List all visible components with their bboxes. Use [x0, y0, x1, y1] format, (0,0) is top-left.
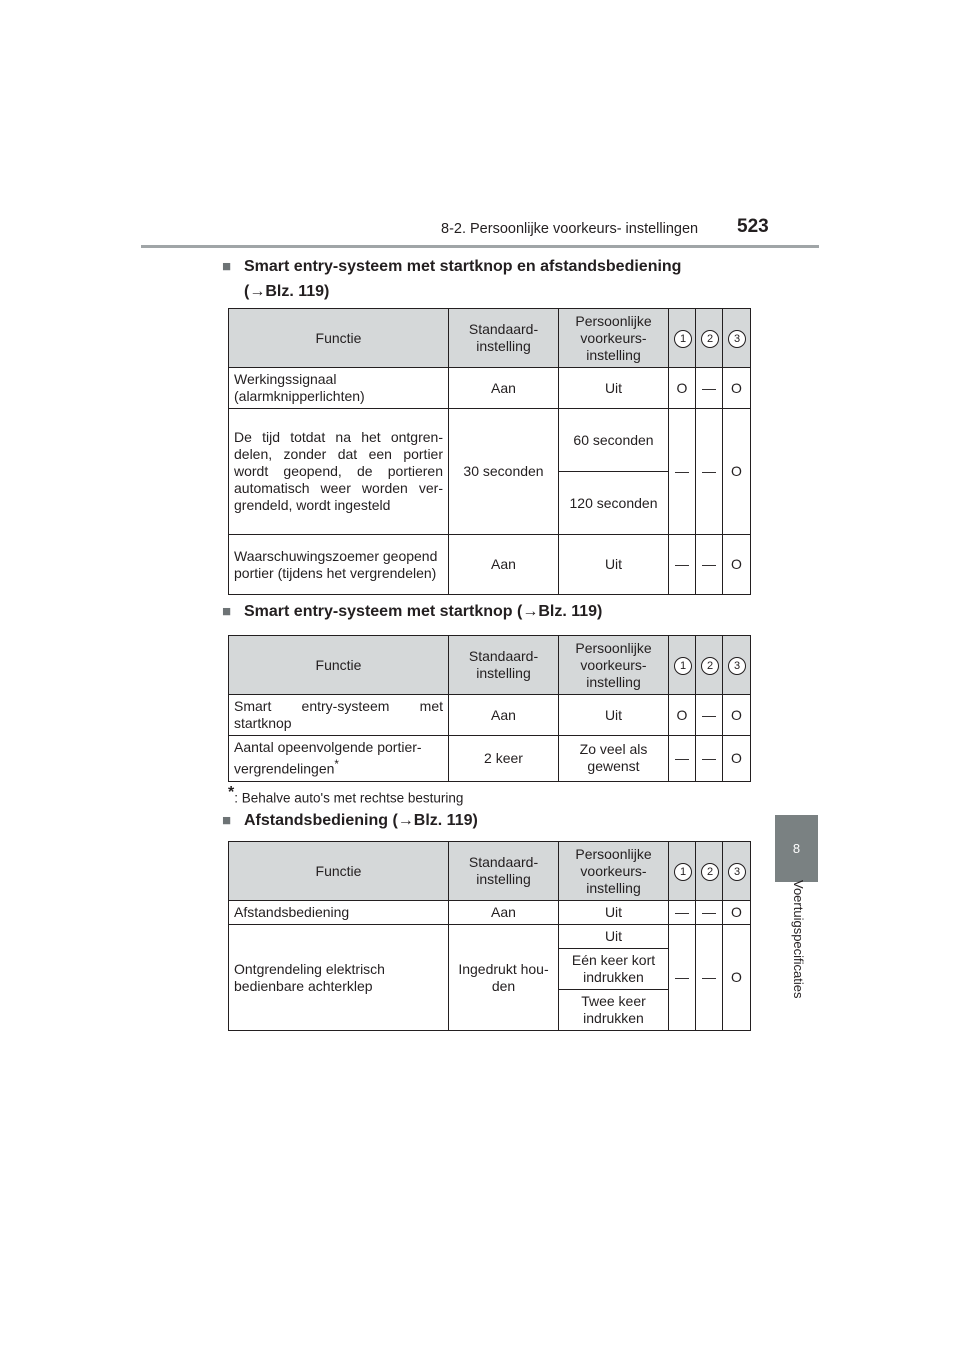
column-header-setting-1: 1	[674, 330, 692, 348]
settings-table-smart-entry-remote	[228, 308, 751, 595]
row-setting-2: —	[696, 535, 723, 595]
row-setting-2: —	[696, 409, 723, 535]
row-setting-1: —	[669, 901, 696, 925]
column-header-setting-3: 3	[728, 863, 746, 881]
row-setting-3: O	[723, 368, 751, 409]
table-row	[229, 535, 751, 595]
row-standaard: 2 keer	[449, 736, 559, 782]
row-persoonlijk-option: 60 seconden	[559, 409, 669, 472]
row-persoonlijk-option: Uit	[559, 925, 669, 949]
column-header-persoonlijk: Persoonlijke voorkeurs-instelling	[559, 636, 669, 695]
column-header-setting-2: 2	[701, 330, 719, 348]
row-persoonlijk: Uit	[559, 368, 669, 409]
row-setting-3: O	[723, 535, 751, 595]
row-functie: Aantal opeenvolgende portier-vergrendelingen	[234, 739, 422, 777]
section-heading-remote	[222, 808, 478, 833]
row-setting-1: —	[669, 925, 696, 1031]
column-header-persoonlijk: Persoonlijke voorkeurs-instelling	[559, 842, 669, 901]
row-setting-1: O	[669, 695, 696, 736]
row-setting-3: O	[723, 695, 751, 736]
column-header-functie: Functie	[229, 842, 449, 901]
section-heading-smart-entry	[222, 599, 602, 624]
row-setting-1: —	[669, 736, 696, 782]
row-functie: De tijd totdat na het ontgren-delen, zonder dat een portier wordt geopend, de portieren automatisch weer worden ver-grendeld, wordt ingesteld	[229, 409, 449, 535]
table-row	[229, 409, 751, 472]
table-header-row	[229, 636, 751, 695]
section-title: Smart entry-systeem met startknop (→Blz. 119)	[244, 603, 603, 620]
table-row	[229, 736, 751, 782]
chapter-tab: 8	[775, 815, 818, 882]
footnote-marker: *	[334, 758, 339, 771]
row-functie: Smart entry-systeem met startknop	[229, 695, 449, 736]
row-setting-2: —	[696, 925, 723, 1031]
column-header-functie: Functie	[229, 636, 449, 695]
row-persoonlijk: Uit	[559, 535, 669, 595]
row-standaard: Ingedrukt hou-den	[449, 925, 559, 1031]
row-persoonlijk: Uit	[559, 901, 669, 925]
table-row	[229, 368, 751, 409]
row-persoonlijk: Uit	[559, 695, 669, 736]
page-number: 523	[737, 216, 769, 237]
row-setting-2: —	[696, 901, 723, 925]
row-standaard: Aan	[449, 901, 559, 925]
row-setting-2: —	[696, 736, 723, 782]
column-header-setting-2: 2	[701, 657, 719, 675]
settings-table-remote	[228, 841, 751, 1031]
column-header-setting-3: 3	[728, 330, 746, 348]
table-row	[229, 925, 751, 949]
section-title-line2: (→Blz. 119)	[244, 283, 330, 300]
square-bullet-icon: ■	[222, 603, 232, 620]
table-row	[229, 901, 751, 925]
square-bullet-icon: ■	[222, 258, 232, 275]
row-persoonlijk: Zo veel als gewenst	[559, 736, 669, 782]
section-title: Afstandsbediening (→Blz. 119)	[244, 812, 478, 829]
table-row	[229, 695, 751, 736]
row-setting-2: —	[696, 695, 723, 736]
header-section-title: 8-2. Persoonlijke voorkeurs- instellingen	[441, 221, 699, 237]
row-setting-3: O	[723, 736, 751, 782]
row-functie: Werkingssignaal (alarmknipperlichten)	[229, 368, 449, 409]
row-persoonlijk-option: Eén keer kort indrukken	[559, 949, 669, 990]
column-header-standaard: Standaard-instelling	[449, 842, 559, 901]
row-setting-1: —	[669, 535, 696, 595]
header-divider	[141, 245, 819, 248]
column-header-setting-3: 3	[728, 657, 746, 675]
row-setting-1: —	[669, 409, 696, 535]
row-functie: Ontgrendeling elektrisch bedienbare achterklep	[229, 925, 449, 1031]
table-header-row	[229, 842, 751, 901]
row-standaard: Aan	[449, 535, 559, 595]
settings-table-smart-entry	[228, 635, 751, 782]
row-setting-3: O	[723, 409, 751, 535]
row-setting-2: —	[696, 368, 723, 409]
column-header-persoonlijk: Persoonlijke voorkeurs-instelling	[559, 309, 669, 368]
table-header-row	[229, 309, 751, 368]
row-standaard: Aan	[449, 368, 559, 409]
row-standaard: Aan	[449, 695, 559, 736]
footnote-text: : Behalve auto's met rechtse besturing	[234, 790, 464, 806]
section-heading-smart-entry-remote	[222, 254, 681, 304]
column-header-standaard: Standaard-instelling	[449, 636, 559, 695]
column-header-setting-2: 2	[701, 863, 719, 881]
footnote-mark: *	[228, 784, 235, 801]
column-header-standaard: Standaard-instelling	[449, 309, 559, 368]
row-persoonlijk-option: 120 seconden	[559, 472, 669, 535]
row-persoonlijk-option: Twee keer indrukken	[559, 990, 669, 1031]
column-header-setting-1: 1	[674, 657, 692, 675]
chapter-tab-label: Voertuigspecificaties	[791, 880, 806, 999]
section-title-line1: Smart entry-systeem met startknop en afstandsbediening	[244, 258, 682, 275]
square-bullet-icon: ■	[222, 812, 232, 829]
footnote	[228, 784, 463, 806]
row-setting-1: O	[669, 368, 696, 409]
row-functie: Waarschuwingszoemer geopend portier (tijdens het vergrendelen)	[229, 535, 449, 595]
row-functie: Afstandsbediening	[229, 901, 449, 925]
column-header-setting-1: 1	[674, 863, 692, 881]
row-setting-3: O	[723, 901, 751, 925]
row-setting-3: O	[723, 925, 751, 1031]
row-standaard: 30 seconden	[449, 409, 559, 535]
column-header-functie: Functie	[229, 309, 449, 368]
